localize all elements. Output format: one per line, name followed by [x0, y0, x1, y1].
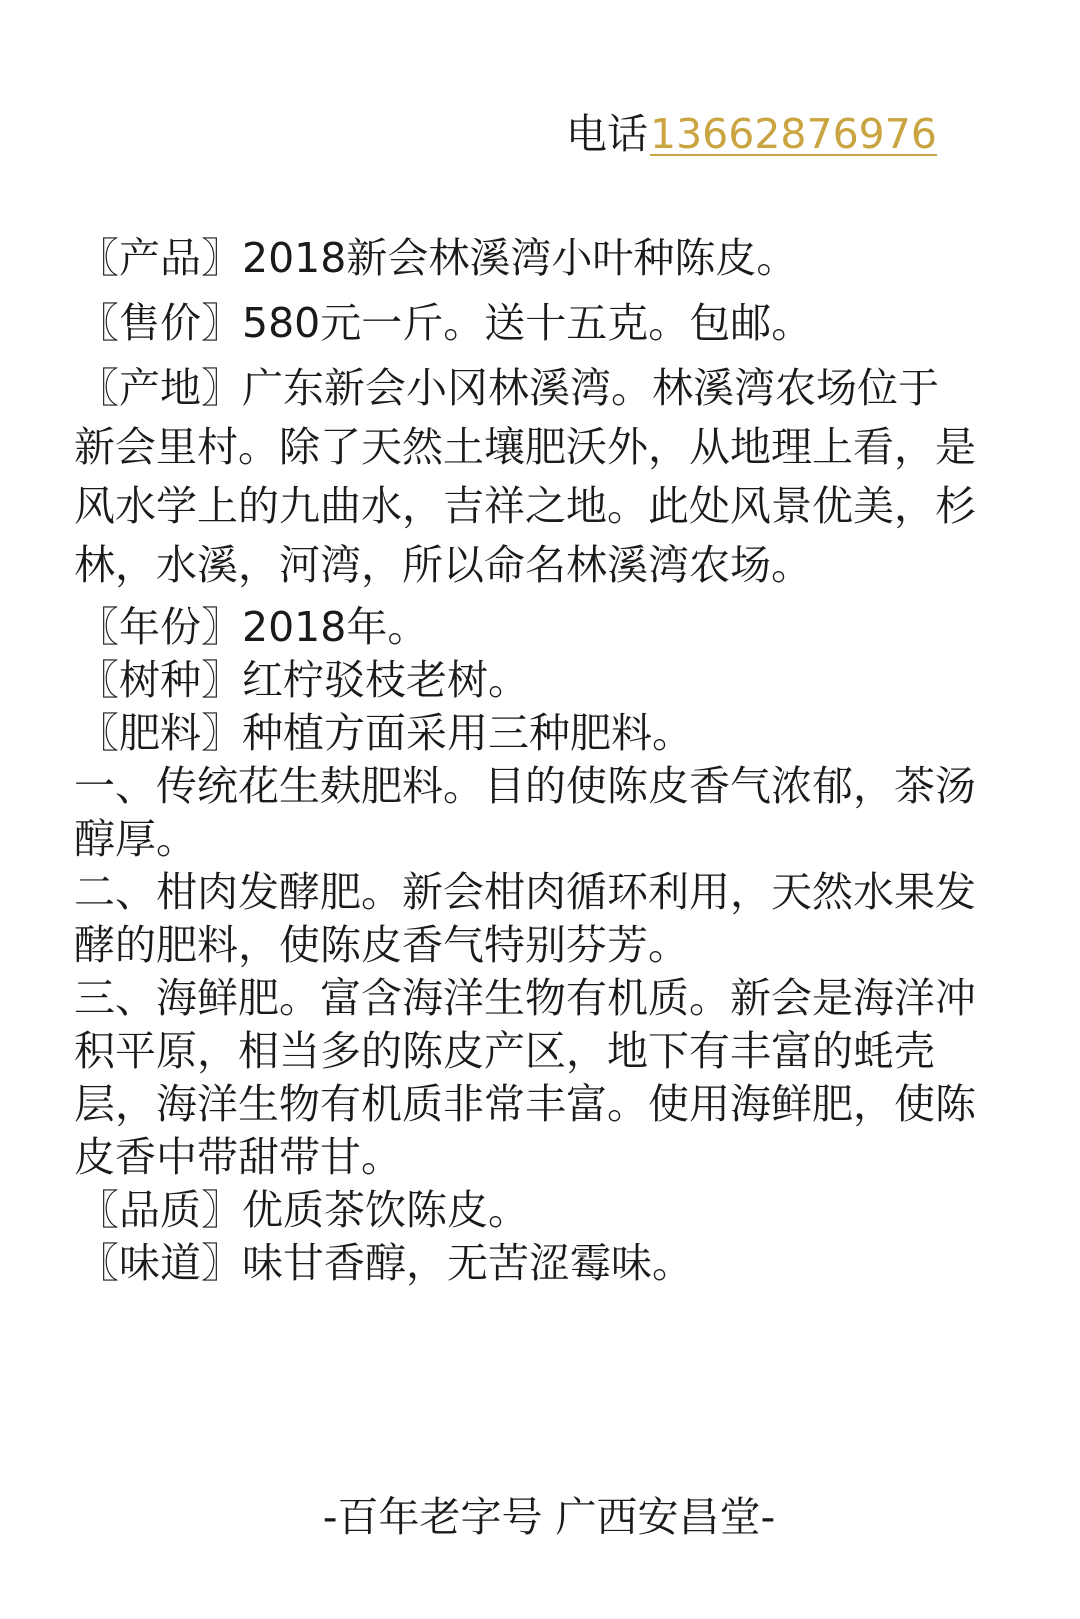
product-description — [74, 229, 979, 1290]
footer-signature — [0, 1484, 1080, 1543]
year-line: 〖年份〗2018年。 — [78, 603, 429, 651]
taste-line: 〖味道〗味甘香醇，无苦涩霉味。 — [78, 1239, 693, 1287]
price-line: 〖售价〗580元一斤。送十五克。包邮。 — [78, 299, 813, 347]
product-line: 〖产品〗2018新会林溪湾小叶种陈皮。 — [78, 234, 798, 282]
fertilizer-item-3: 三、海鲜肥。富含海洋生物有机质。新会是海洋冲积平原，相当多的陈皮产区，地下有丰富的蚝壳层，海洋生物有机质非常丰富。使用海鲜肥，使陈皮香中带甜带甘。 — [74, 974, 976, 1181]
fertilizer-item-2: 二、柑肉发酵肥。新会柑肉循环利用，天然水果发酵的肥料，使陈皮香气特别芬芳。 — [74, 868, 976, 969]
tree-line: 〖树种〗红柠驳枝老树。 — [78, 656, 529, 704]
quality-line: 〖品质〗优质茶饮陈皮。 — [78, 1186, 529, 1234]
phone-row — [566, 108, 937, 160]
fertilizer-item-1: 一、传统花生麸肥料。目的使陈皮香气浓郁，茶汤醇厚。 — [74, 762, 976, 863]
phone-label: 电话 — [566, 110, 648, 158]
origin-line: 〖产地〗广东新会小冈林溪湾。林溪湾农场位于新会里村。除了天然土壤肥沃外，从地理上看，是风水学上的九曲水，吉祥之地。此处风景优美，杉林，水溪，河湾，所以命名林溪湾农场。 — [74, 364, 976, 589]
fertilizer-line: 〖肥料〗种植方面采用三种肥料。 — [78, 709, 693, 757]
signature-text: -百年老字号 广西安昌堂- — [322, 1493, 776, 1541]
phone-number-link[interactable]: 13662876976 — [650, 110, 937, 158]
